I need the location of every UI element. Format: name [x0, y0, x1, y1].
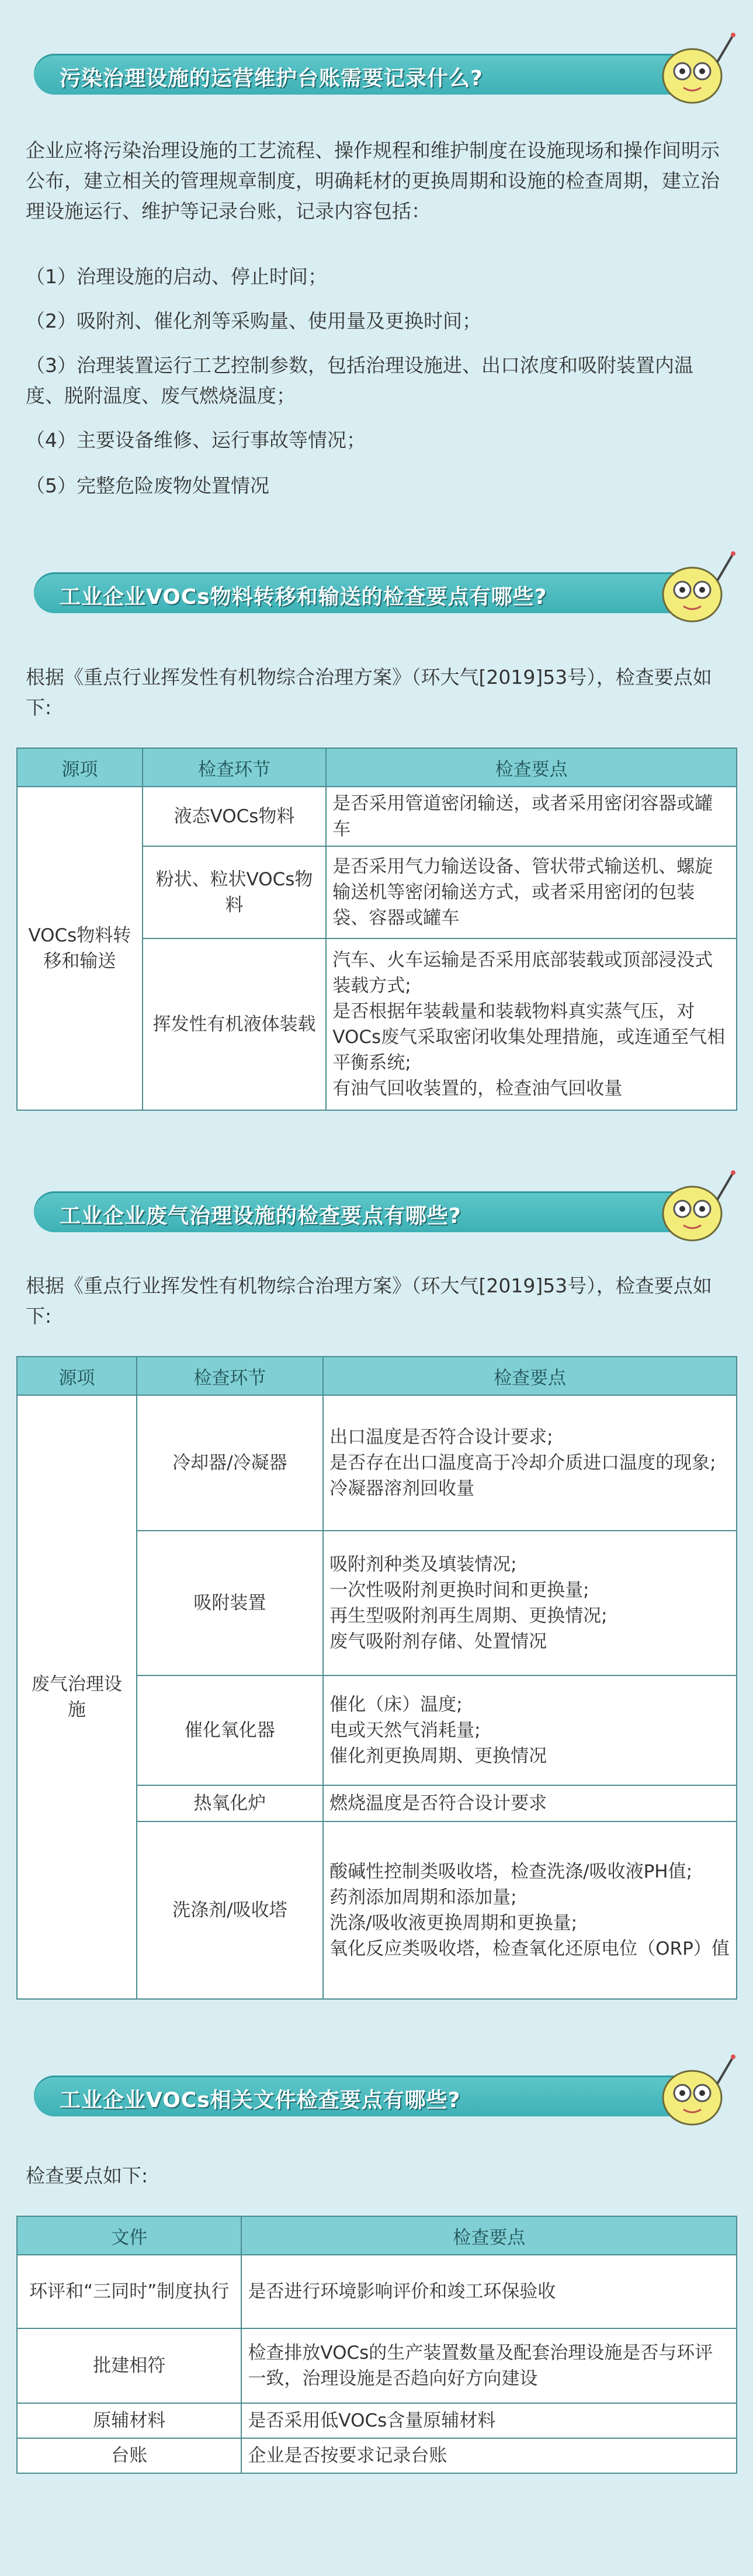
table-row	[17, 2403, 737, 2438]
step-cell: 挥发性有机液体装载	[143, 938, 327, 1110]
header-document: 文件	[17, 2216, 241, 2255]
point-text: 是否采用气力输送设备、管状带式输送机、螺旋输送机等密闭输送方式，或者采用密闭的包装袋、容器或罐车	[332, 856, 713, 929]
point-text: 药剂添加周期和添加量;	[329, 1887, 517, 1908]
step-cell: 液态VOCs物料	[143, 787, 327, 846]
section-4-intro: 检查要点如下:	[26, 2164, 148, 2187]
point-text: 冷凝器溶剂回收量	[329, 1478, 475, 1499]
point-text: 是否存在出口温度高于冷却介质进口温度的现象;	[329, 1452, 716, 1473]
section-3-intro: 根据《重点行业挥发性有机物综合治理方案》（环大气[2019]53号），检查要点如下:	[26, 1274, 712, 1327]
point-cell: 是否采用低VOCs含量原辅材料	[241, 2403, 737, 2438]
step-cell: 吸附装置	[137, 1531, 323, 1675]
header-points: 检查要点	[326, 748, 737, 787]
mascot-icon	[648, 29, 736, 105]
point-text: 再生型吸附剂再生周期、更换情况;	[329, 1605, 608, 1626]
points-cell	[326, 938, 737, 1110]
step-cell: 洗涤剂/吸收塔	[137, 1821, 323, 1999]
points-cell	[323, 1821, 737, 1999]
point-cell: 检查排放VOCs的生产装置数量及配套治理设施是否与环评一致，治理设施是否趋向好方向建设	[241, 2328, 737, 2403]
point-cell: 是否进行环境影响评价和竣工环保验收	[241, 2255, 737, 2328]
point-cell: 企业是否按要求记录台账	[241, 2438, 737, 2473]
section-1-banner	[34, 54, 717, 95]
section-1-item-1: （1）治理设施的启动、停止时间；	[26, 265, 327, 288]
section-1-item-4: （4）主要设备维修、运行事故等情况；	[26, 429, 366, 451]
vocs-transfer-table	[16, 748, 737, 1111]
section-1-item-3: （3）治理装置运行工艺控制参数，包括治理设施进、出口浓度和吸附装置内温度、脱附温度、废气燃烧温度；	[26, 354, 693, 407]
point-text: 洗涤/吸收液更换周期和更换量;	[329, 1913, 578, 1934]
section-4-title: 工业企业VOCs相关文件检查要点有哪些?	[60, 2088, 461, 2112]
vocs-documents-table	[16, 2216, 737, 2474]
point-text: 催化剂更换周期、更换情况	[329, 1746, 547, 1767]
point-text: 吸附剂种类及填装情况;	[329, 1554, 517, 1575]
section-2-intro: 根据《重点行业挥发性有机物综合治理方案》（环大气[2019]53号），检查要点如下:	[26, 666, 712, 719]
document-cell: 批建相符	[17, 2328, 241, 2403]
header-source: 源项	[17, 748, 143, 787]
section-1-item-2: （2）吸附剂、催化剂等采购量、使用量及更换时间；	[26, 310, 481, 332]
document-cell: 环评和“三同时”制度执行	[17, 2255, 241, 2328]
point-text: 汽车、火车运输是否采用底部装载或顶部浸没式装载方式;	[332, 950, 713, 996]
section-1-item-5: （5）完整危险废物处置情况	[26, 474, 269, 497]
section-2-banner	[34, 572, 717, 613]
table-header-row	[17, 748, 737, 787]
point-text: 有油气回收装置的，检查油气回收量	[332, 1078, 623, 1099]
point-text: 出口温度是否符合设计要求;	[329, 1427, 553, 1448]
source-cell: 废气治理设施	[17, 1395, 137, 1999]
mascot-icon	[648, 1167, 736, 1243]
step-cell: 催化氧化器	[137, 1675, 323, 1785]
table-header-row	[17, 1357, 737, 1395]
points-cell	[323, 1531, 737, 1675]
mascot-icon	[648, 548, 736, 624]
header-step: 检查环节	[143, 748, 327, 787]
document-cell: 台账	[17, 2438, 241, 2473]
section-1-intro: 企业应将污染治理设施的工艺流程、操作规程和维护制度在设施现场和操作间明示公布，建立相关的管理规章制度，明确耗材的更换周期和设施的检查周期，建立治理设施运行、维护等记录台账，记录内容包括：	[26, 139, 720, 223]
table-row	[17, 2328, 737, 2403]
step-cell: 粉状、粒状VOCs物料	[143, 846, 327, 938]
point-text: 催化（床）温度;	[329, 1694, 463, 1715]
points-cell	[326, 787, 737, 846]
exhaust-facility-table	[16, 1356, 737, 2000]
points-cell	[326, 846, 737, 938]
table-row	[17, 2438, 737, 2473]
points-cell	[323, 1675, 737, 1785]
header-points: 检查要点	[241, 2216, 737, 2255]
mascot-icon	[648, 2051, 736, 2127]
document-cell: 原辅材料	[17, 2403, 241, 2438]
table-row	[17, 2255, 737, 2328]
point-text: 是否采用管道密闭输送，或者采用密闭容器或罐车	[332, 793, 713, 840]
point-text: 酸碱性控制类吸收塔，检查洗涤/吸收液PH值;	[329, 1861, 693, 1882]
section-1-title: 污染治理设施的运营维护台账需要记录什么?	[60, 67, 483, 91]
step-cell: 冷却器/冷凝器	[137, 1395, 323, 1531]
point-text: 电或天然气消耗量;	[329, 1720, 481, 1741]
section-3-banner	[34, 1191, 717, 1232]
step-cell: 热氧化炉	[137, 1785, 323, 1821]
points-cell	[323, 1785, 737, 1821]
source-cell: VOCs物料转移和输送	[17, 787, 143, 1110]
section-3-title: 工业企业废气治理设施的检查要点有哪些?	[60, 1204, 461, 1228]
point-text: 是否根据年装载量和装载物料真实蒸气压，对VOCs废气采取密闭收集处理措施，或连通至气相平衡系统;	[332, 1001, 726, 1073]
section-2-title: 工业企业VOCs物料转移和输送的检查要点有哪些?	[60, 585, 547, 609]
point-text: 燃烧温度是否符合设计要求	[329, 1793, 547, 1814]
point-text: 废气吸附剂存储、处置情况	[329, 1631, 547, 1652]
header-points: 检查要点	[323, 1357, 737, 1395]
table-header-row	[17, 2216, 737, 2255]
point-text: 氧化反应类吸收塔，检查氧化还原电位（ORP）值	[329, 1938, 730, 1959]
section-4-banner	[34, 2076, 717, 2116]
header-step: 检查环节	[137, 1357, 323, 1395]
header-source: 源项	[17, 1357, 137, 1395]
table-row	[17, 787, 737, 846]
points-cell	[323, 1395, 737, 1531]
point-text: 一次性吸附剂更换时间和更换量;	[329, 1580, 589, 1601]
table-row	[17, 1395, 737, 1531]
